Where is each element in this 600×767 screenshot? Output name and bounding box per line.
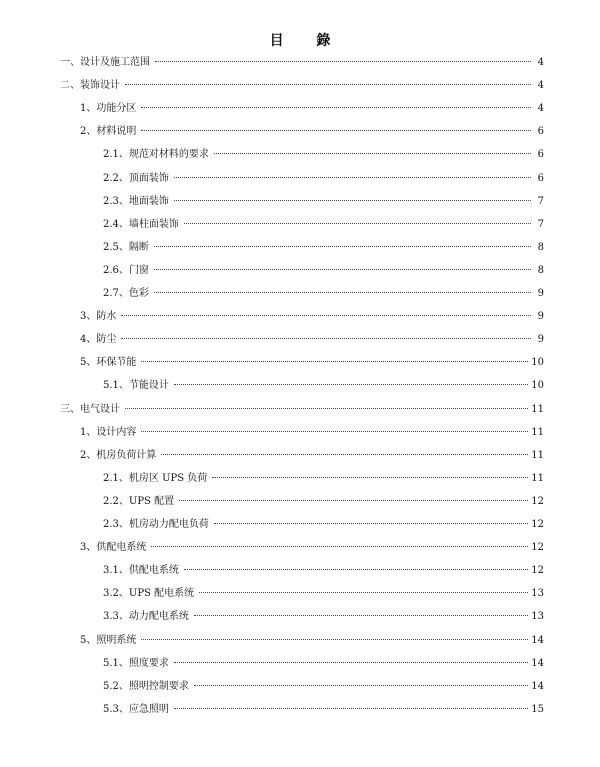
toc-entry-page-number: 9 — [537, 288, 544, 299]
toc-entry-label: 2.3、地面装饰 — [103, 195, 169, 207]
dot-leader — [214, 523, 528, 524]
toc-entry-page-number: 7 — [537, 195, 544, 207]
toc-entry-page-number: 12 — [531, 495, 544, 507]
dot-leader — [141, 130, 531, 131]
toc-entry-label: 5、环保节能 — [80, 357, 137, 369]
toc-entry-page-number: 11 — [531, 449, 544, 461]
dot-leader — [154, 269, 531, 270]
toc-entry-label: 5.3、应急照明 — [103, 703, 169, 715]
toc-entry-label: 5.1、节能设计 — [103, 380, 169, 392]
toc-entry-label: 2、材料说明 — [80, 126, 137, 138]
toc-entry-page-number: 6 — [537, 126, 544, 138]
toc-entry-page-number: 9 — [537, 311, 544, 323]
toc-entry-page-number: 11 — [531, 426, 544, 438]
toc-entry-page-number: 7 — [537, 218, 544, 230]
toc-entry-page-number: 13 — [531, 588, 544, 600]
dot-leader — [174, 384, 528, 385]
toc-entry[interactable] — [103, 218, 544, 232]
toc-entry-label: 二、装饰设计 — [60, 80, 120, 92]
toc-entry-label: 5、照明系统 — [80, 634, 137, 646]
toc-entry[interactable] — [103, 564, 544, 578]
toc-entry-label: 3.1、供配电系统 — [103, 565, 179, 577]
toc-entry-label: 1、功能分区 — [80, 103, 137, 115]
toc-entry-label: 三、电气设计 — [60, 403, 120, 415]
dot-leader — [121, 315, 531, 316]
toc-entry[interactable] — [103, 472, 544, 486]
toc-entry[interactable] — [60, 403, 544, 417]
dot-leader — [141, 431, 528, 432]
toc-entry-label: 2.7、色彩 — [103, 288, 149, 299]
toc-entry-label: 5.2、照明控制要求 — [103, 680, 189, 692]
dot-leader — [194, 615, 528, 616]
dot-leader — [141, 107, 531, 108]
toc-entry-page-number: 12 — [531, 565, 544, 577]
toc-entry-page-number: 8 — [537, 264, 544, 276]
toc-entry[interactable] — [80, 102, 544, 116]
toc-entry-page-number: 11 — [531, 472, 544, 484]
toc-entry-label: 2.2、UPS 配置 — [103, 495, 175, 507]
dot-leader — [174, 708, 528, 709]
toc-entry[interactable] — [103, 241, 544, 255]
toc-entry-page-number: 12 — [531, 519, 544, 530]
toc-entry-label: 2、机房负荷计算 — [80, 449, 157, 461]
toc-entry-page-number: 9 — [537, 334, 544, 346]
toc-entry-page-number: 14 — [531, 680, 544, 692]
toc-entry-label: 3.3、动力配电系统 — [103, 611, 189, 623]
dot-leader — [179, 500, 528, 501]
toc-entry-page-number: 6 — [537, 149, 544, 161]
dot-leader — [161, 454, 528, 455]
toc-entry[interactable] — [103, 657, 544, 671]
toc-entry-label: 1、设计内容 — [80, 426, 137, 438]
dot-leader — [174, 177, 531, 178]
toc-entry[interactable] — [80, 449, 544, 463]
dot-leader — [121, 338, 531, 339]
toc-entry-page-number: 11 — [531, 403, 544, 415]
toc-entry-page-number: 15 — [531, 703, 544, 715]
dot-leader — [184, 569, 528, 570]
toc-entry[interactable] — [103, 518, 544, 532]
dot-leader — [174, 662, 528, 663]
dot-leader — [154, 246, 531, 247]
toc-entry[interactable] — [60, 79, 544, 93]
dot-leader — [141, 639, 528, 640]
toc-entry-label: 2.4、墙柱面装饰 — [103, 218, 179, 230]
dot-leader — [154, 292, 531, 293]
toc-entry[interactable] — [60, 56, 544, 70]
toc-entry-page-number: 10 — [531, 380, 544, 392]
toc-entry-page-number: 14 — [531, 634, 544, 646]
toc-entry-label: 3、供配电系统 — [80, 542, 147, 554]
toc-entry-label: 2.6、门窗 — [103, 264, 149, 276]
toc-entry-page-number: 4 — [537, 103, 544, 115]
toc-entry-label: 3.2、UPS 配电系统 — [103, 588, 195, 600]
toc-entry[interactable] — [80, 356, 544, 370]
toc-entry[interactable] — [103, 379, 544, 393]
toc-entry-label: 一、设计及施工范围 — [60, 57, 150, 68]
toc-entry[interactable] — [80, 541, 544, 555]
toc-entry[interactable] — [80, 333, 544, 347]
dot-leader — [194, 685, 528, 686]
toc-entry-label: 2.1、规范对材料的要求 — [103, 149, 209, 161]
toc-entry-page-number: 6 — [537, 172, 544, 184]
toc-entry-label: 4、防尘 — [80, 334, 117, 346]
toc-entry-label: 5.1、照度要求 — [103, 657, 169, 669]
dot-leader — [141, 361, 528, 362]
toc-entry-page-number: 10 — [531, 357, 544, 369]
toc-entry[interactable] — [80, 310, 544, 324]
dot-leader — [214, 153, 531, 154]
dot-leader — [151, 546, 528, 547]
toc-entry-label: 2.2、顶面装饰 — [103, 172, 169, 184]
toc-entry[interactable] — [103, 703, 544, 717]
dot-leader — [199, 592, 528, 593]
toc-entry[interactable] — [103, 195, 544, 209]
toc-entry[interactable] — [103, 587, 544, 601]
toc-entry[interactable] — [103, 172, 544, 186]
dot-leader — [125, 84, 531, 85]
toc-entry-page-number: 14 — [531, 657, 544, 669]
dot-leader — [184, 223, 531, 224]
toc-entry[interactable] — [103, 680, 544, 694]
toc-entry[interactable] — [80, 426, 544, 440]
toc-entry[interactable] — [103, 287, 544, 301]
toc-entry[interactable] — [103, 610, 544, 624]
toc-entry-label: 2.3、机房动力配电负荷 — [103, 519, 209, 530]
toc-entry[interactable] — [103, 495, 544, 509]
toc-entry-page-number: 12 — [531, 542, 544, 554]
toc-title: 目 錄 — [269, 33, 345, 49]
toc-entry-page-number: 4 — [537, 80, 544, 92]
toc-entry[interactable] — [103, 148, 544, 162]
toc-entry[interactable] — [80, 634, 544, 648]
toc-entry-label: 3、防水 — [80, 311, 117, 323]
toc-entry-page-number: 8 — [537, 241, 544, 253]
toc-entry-label: 2.5、隔断 — [103, 241, 149, 253]
toc-entry[interactable] — [80, 125, 544, 139]
toc-entry-page-number: 13 — [531, 611, 544, 623]
toc-entry-page-number: 4 — [537, 57, 544, 68]
dot-leader — [125, 408, 528, 409]
toc-entry[interactable] — [103, 264, 544, 278]
dot-leader — [212, 477, 528, 478]
dot-leader — [155, 61, 531, 62]
toc-entry-label: 2.1、机房区 UPS 负荷 — [103, 472, 208, 484]
dot-leader — [174, 200, 531, 201]
